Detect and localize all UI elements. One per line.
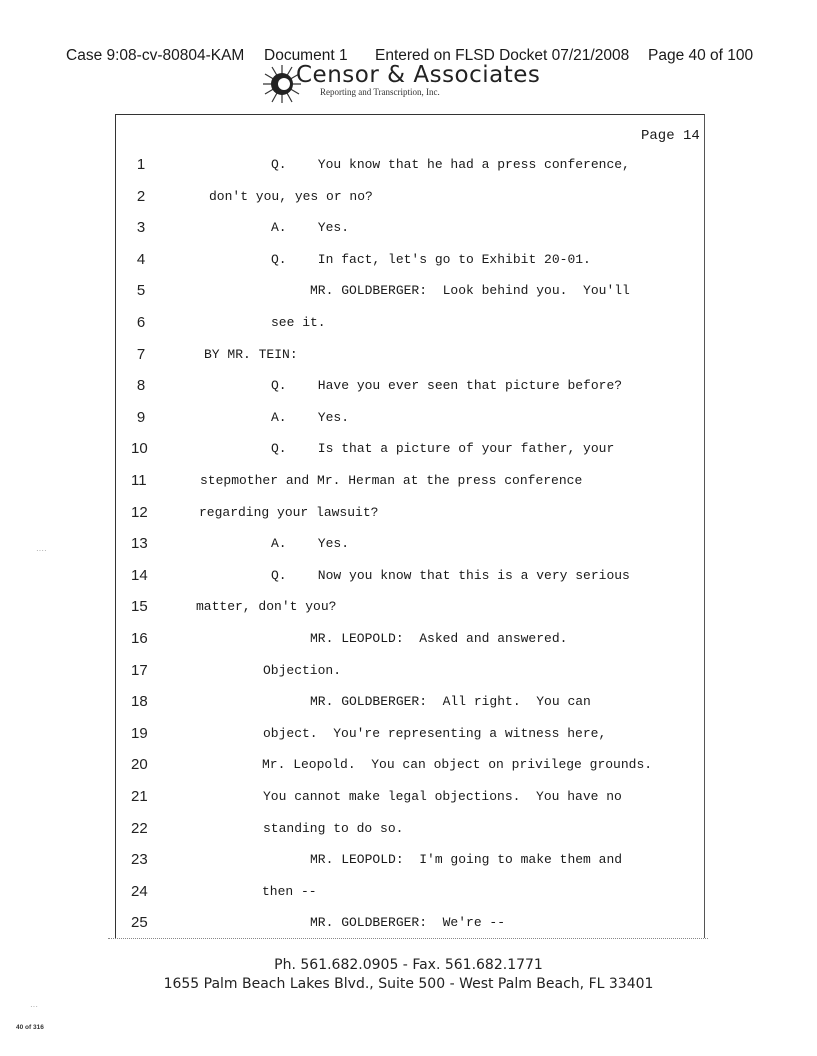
transcript-line — [0, 851, 700, 871]
transcript-line — [0, 188, 700, 208]
line-number: 15 — [131, 598, 148, 616]
line-text: A. Yes. — [271, 409, 350, 425]
transcript-frame-bottom — [108, 938, 708, 945]
reporter-logo — [262, 64, 562, 108]
transcript-line — [0, 156, 700, 176]
scan-speck: ···· — [36, 546, 47, 555]
line-text: regarding your lawsuit? — [199, 504, 379, 520]
line-number: 17 — [131, 661, 148, 679]
line-number: 10 — [131, 440, 148, 458]
transcript-line — [0, 219, 700, 239]
line-text: You cannot make legal objections. You have no — [263, 789, 622, 804]
line-text: MR. LEOPOLD: I'm going to make them and — [310, 852, 623, 868]
reporter-name: Censor & Associates — [296, 62, 541, 88]
line-text: object. You're representing a witness here, — [263, 725, 607, 741]
line-text: BY MR. TEIN: — [204, 346, 298, 362]
document-number: Document 1 — [264, 47, 348, 64]
page-of-total: Page 40 of 100 — [648, 47, 754, 64]
line-number: 8 — [136, 377, 146, 395]
transcript-line — [0, 282, 700, 302]
line-text: Objection. — [263, 662, 342, 678]
line-text: MR. GOLDBERGER: Look behind you. You'll — [310, 283, 630, 299]
line-number: 13 — [131, 535, 148, 553]
transcript-line — [0, 662, 700, 682]
line-number: 21 — [131, 788, 148, 805]
line-text: Mr. Leopold. You can object on privilege grounds. — [262, 757, 653, 773]
page-count: 40 of 316 — [16, 1024, 44, 1031]
line-number: 22 — [131, 819, 148, 837]
line-text: see it. — [271, 315, 326, 330]
line-number: 12 — [131, 503, 148, 521]
transcript-line — [0, 883, 700, 903]
line-text: stepmother and Mr. Herman at the press conference — [200, 473, 583, 488]
line-text: MR. LEOPOLD: Asked and answered. — [310, 631, 568, 646]
line-number: 3 — [136, 219, 146, 237]
line-number: 14 — [131, 566, 148, 584]
transcript-line — [0, 440, 700, 460]
transcript-line — [0, 472, 700, 492]
line-number: 18 — [131, 693, 148, 711]
docket-entry: Entered on FLSD Docket 07/21/2008 — [375, 47, 630, 64]
line-text: then -- — [262, 883, 317, 899]
transcript-line — [0, 630, 700, 650]
footer-address: 1655 Palm Beach Lakes Blvd., Suite 500 - West Palm Beach, FL 33401 — [163, 976, 654, 992]
transcript-line — [0, 788, 700, 808]
line-number: 11 — [131, 472, 147, 489]
line-number: 1 — [136, 156, 146, 173]
footer-phone-fax: Ph. 561.682.0905 - Fax. 561.682.1771 — [274, 957, 543, 973]
line-text: standing to do so. — [263, 820, 404, 836]
line-text: Q. In fact, let's go to Exhibit 20-01. — [271, 251, 591, 267]
line-text: Q. You know that he had a press conference, — [271, 157, 630, 172]
line-text: MR. GOLDBERGER: All right. You can — [310, 694, 591, 710]
transcript-line — [0, 346, 700, 366]
line-number: 25 — [131, 914, 148, 932]
transcript-line — [0, 251, 700, 271]
line-text: A. Yes. — [271, 536, 350, 552]
transcript-line — [0, 756, 700, 776]
transcript-line — [0, 820, 700, 840]
reporter-tagline: Reporting and Transcription, Inc. — [320, 87, 440, 97]
line-text: Q. Have you ever seen that picture before? — [271, 378, 623, 394]
transcript-line — [0, 725, 700, 745]
line-number: 23 — [131, 851, 148, 869]
transcript-line — [0, 693, 700, 713]
line-number: 4 — [136, 250, 146, 268]
transcript-line — [0, 409, 700, 429]
transcript-page-label: Page 14 — [641, 128, 700, 144]
case-number: Case 9:08-cv-80804-KAM — [66, 47, 245, 64]
transcript-line — [0, 314, 700, 334]
transcript-line — [0, 535, 700, 555]
transcript-line — [0, 377, 700, 397]
line-number: 20 — [131, 756, 148, 774]
scan-speck: ··· — [30, 1002, 38, 1011]
line-text: Q. Is that a picture of your father, your — [271, 441, 615, 457]
line-number: 5 — [136, 282, 146, 300]
line-text: MR. GOLDBERGER: We're -- — [310, 915, 506, 931]
line-number: 9 — [136, 408, 146, 426]
line-number: 24 — [131, 882, 148, 900]
transcript-line — [0, 567, 700, 587]
line-number: 2 — [136, 187, 146, 205]
line-text: Q. Now you know that this is a very serious — [271, 567, 630, 583]
transcript-line — [0, 914, 700, 934]
line-number: 16 — [131, 630, 148, 647]
line-text: matter, don't you? — [196, 599, 337, 615]
line-text: A. Yes. — [271, 220, 350, 236]
line-text: don't you, yes or no? — [209, 188, 373, 204]
line-number: 7 — [136, 345, 146, 363]
transcript-line — [0, 598, 700, 618]
transcript-line — [0, 504, 700, 524]
line-number: 6 — [136, 314, 146, 331]
line-number: 19 — [131, 724, 148, 742]
